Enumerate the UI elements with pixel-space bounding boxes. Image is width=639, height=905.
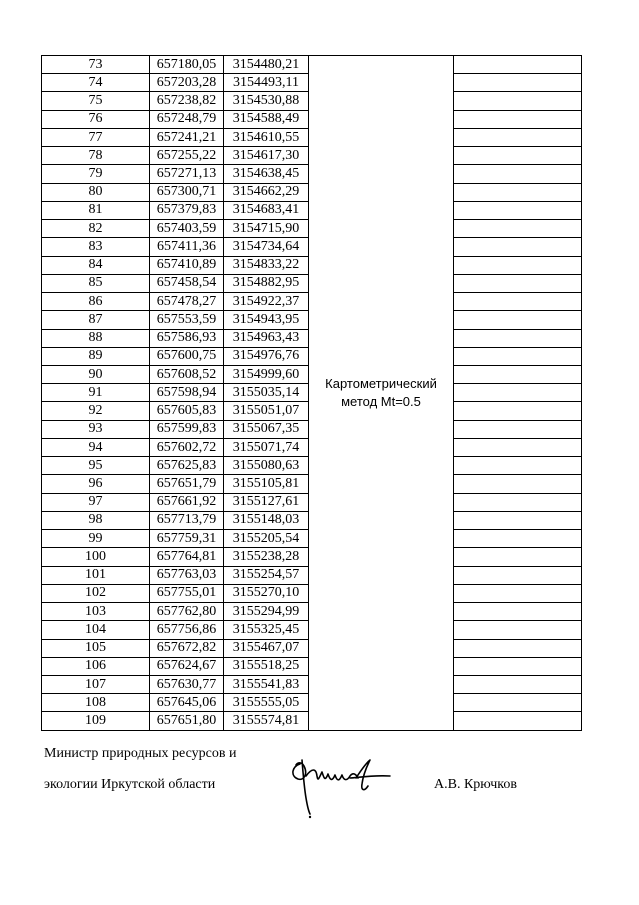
y-coordinate-cell: 3155071,74 [224, 438, 309, 456]
y-coordinate-cell: 3154480,21 [224, 56, 309, 74]
point-number-cell: 84 [42, 256, 150, 274]
x-coordinate-cell: 657602,72 [150, 438, 224, 456]
y-coordinate-cell: 3155080,63 [224, 457, 309, 475]
point-number-cell: 81 [42, 201, 150, 219]
y-coordinate-cell: 3154662,29 [224, 183, 309, 201]
empty-cell [454, 365, 582, 383]
x-coordinate-cell: 657672,82 [150, 639, 224, 657]
point-number-cell: 101 [42, 566, 150, 584]
x-coordinate-cell: 657651,79 [150, 475, 224, 493]
point-number-cell: 91 [42, 384, 150, 402]
x-coordinate-cell: 657379,83 [150, 201, 224, 219]
empty-cell [454, 201, 582, 219]
y-coordinate-cell: 3155325,45 [224, 621, 309, 639]
point-number-cell: 109 [42, 712, 150, 730]
y-coordinate-cell: 3155127,61 [224, 493, 309, 511]
x-coordinate-cell: 657625,83 [150, 457, 224, 475]
signatory-title-line-2: экологии Иркутской области [44, 777, 216, 792]
point-number-cell: 98 [42, 511, 150, 529]
y-coordinate-cell: 3155541,83 [224, 675, 309, 693]
x-coordinate-cell: 657759,31 [150, 530, 224, 548]
point-number-cell: 103 [42, 603, 150, 621]
empty-cell [454, 457, 582, 475]
y-coordinate-cell: 3154617,30 [224, 147, 309, 165]
point-number-cell: 107 [42, 675, 150, 693]
empty-cell [454, 347, 582, 365]
y-coordinate-cell: 3154833,22 [224, 256, 309, 274]
x-coordinate-cell: 657586,93 [150, 329, 224, 347]
x-coordinate-cell: 657180,05 [150, 56, 224, 74]
y-coordinate-cell: 3154638,45 [224, 165, 309, 183]
x-coordinate-cell: 657410,89 [150, 256, 224, 274]
x-coordinate-cell: 657203,28 [150, 74, 224, 92]
point-number-cell: 88 [42, 329, 150, 347]
y-coordinate-cell: 3154683,41 [224, 201, 309, 219]
point-number-cell: 86 [42, 293, 150, 311]
x-coordinate-cell: 657763,03 [150, 566, 224, 584]
empty-cell [454, 311, 582, 329]
empty-cell [454, 293, 582, 311]
empty-cell [454, 694, 582, 712]
y-coordinate-cell: 3154922,37 [224, 293, 309, 311]
x-coordinate-cell: 657238,82 [150, 92, 224, 110]
x-coordinate-cell: 657248,79 [150, 110, 224, 128]
x-coordinate-cell: 657755,01 [150, 584, 224, 602]
point-number-cell: 96 [42, 475, 150, 493]
empty-cell [454, 402, 582, 420]
point-number-cell: 93 [42, 420, 150, 438]
y-coordinate-cell: 3154963,43 [224, 329, 309, 347]
x-coordinate-cell: 657713,79 [150, 511, 224, 529]
empty-cell [454, 657, 582, 675]
x-coordinate-cell: 657599,83 [150, 420, 224, 438]
empty-cell [454, 74, 582, 92]
point-number-cell: 108 [42, 694, 150, 712]
x-coordinate-cell: 657605,83 [150, 402, 224, 420]
x-coordinate-cell: 657630,77 [150, 675, 224, 693]
x-coordinate-cell: 657553,59 [150, 311, 224, 329]
empty-cell [454, 493, 582, 511]
y-coordinate-cell: 3154715,90 [224, 220, 309, 238]
y-coordinate-cell: 3154530,88 [224, 92, 309, 110]
y-coordinate-cell: 3154976,76 [224, 347, 309, 365]
empty-cell [454, 475, 582, 493]
empty-cell [454, 128, 582, 146]
point-number-cell: 76 [42, 110, 150, 128]
point-number-cell: 99 [42, 530, 150, 548]
y-coordinate-cell: 3155205,54 [224, 530, 309, 548]
x-coordinate-cell: 657255,22 [150, 147, 224, 165]
point-number-cell: 102 [42, 584, 150, 602]
y-coordinate-cell: 3155254,57 [224, 566, 309, 584]
y-coordinate-cell: 3155555,05 [224, 694, 309, 712]
point-number-cell: 73 [42, 56, 150, 74]
handwritten-signature [286, 754, 396, 820]
empty-cell [454, 110, 582, 128]
y-coordinate-cell: 3155067,35 [224, 420, 309, 438]
empty-cell [454, 56, 582, 74]
empty-cell [454, 274, 582, 292]
y-coordinate-cell: 3154610,55 [224, 128, 309, 146]
x-coordinate-cell: 657598,94 [150, 384, 224, 402]
y-coordinate-cell: 3154493,11 [224, 74, 309, 92]
y-coordinate-cell: 3155270,10 [224, 584, 309, 602]
coordinates-table [41, 55, 582, 731]
y-coordinate-cell: 3155035,14 [224, 384, 309, 402]
point-number-cell: 78 [42, 147, 150, 165]
empty-cell [454, 220, 582, 238]
empty-cell [454, 256, 582, 274]
x-coordinate-cell: 657661,92 [150, 493, 224, 511]
point-number-cell: 89 [42, 347, 150, 365]
x-coordinate-cell: 657271,13 [150, 165, 224, 183]
empty-cell [454, 438, 582, 456]
empty-cell [454, 329, 582, 347]
empty-cell [454, 584, 582, 602]
y-coordinate-cell: 3154999,60 [224, 365, 309, 383]
y-coordinate-cell: 3154734,64 [224, 238, 309, 256]
point-number-cell: 105 [42, 639, 150, 657]
x-coordinate-cell: 657651,80 [150, 712, 224, 730]
point-number-cell: 87 [42, 311, 150, 329]
x-coordinate-cell: 657756,86 [150, 621, 224, 639]
point-number-cell: 82 [42, 220, 150, 238]
signer-name: А.В. Крючков [434, 777, 517, 792]
empty-cell [454, 92, 582, 110]
y-coordinate-cell: 3155238,28 [224, 548, 309, 566]
empty-cell [454, 621, 582, 639]
point-number-cell: 92 [42, 402, 150, 420]
x-coordinate-cell: 657624,67 [150, 657, 224, 675]
empty-cell [454, 675, 582, 693]
x-coordinate-cell: 657600,75 [150, 347, 224, 365]
empty-cell [454, 566, 582, 584]
x-coordinate-cell: 657645,06 [150, 694, 224, 712]
x-coordinate-cell: 657300,71 [150, 183, 224, 201]
empty-cell [454, 603, 582, 621]
x-coordinate-cell: 657478,27 [150, 293, 224, 311]
x-coordinate-cell: 657241,21 [150, 128, 224, 146]
x-coordinate-cell: 657762,80 [150, 603, 224, 621]
point-number-cell: 95 [42, 457, 150, 475]
point-number-cell: 79 [42, 165, 150, 183]
point-number-cell: 90 [42, 365, 150, 383]
empty-cell [454, 639, 582, 657]
x-coordinate-cell: 657403,59 [150, 220, 224, 238]
y-coordinate-cell: 3155105,81 [224, 475, 309, 493]
method-cell: Картометрический метод Mt=0.5 [309, 56, 454, 731]
empty-cell [454, 511, 582, 529]
point-number-cell: 100 [42, 548, 150, 566]
signatory-title-line-1: Министр природных ресурсов и [44, 746, 237, 761]
empty-cell [454, 530, 582, 548]
empty-cell [454, 420, 582, 438]
coordinates-table-body [42, 56, 582, 731]
y-coordinate-cell: 3154588,49 [224, 110, 309, 128]
point-number-cell: 97 [42, 493, 150, 511]
point-number-cell: 85 [42, 274, 150, 292]
x-coordinate-cell: 657411,36 [150, 238, 224, 256]
y-coordinate-cell: 3155574,81 [224, 712, 309, 730]
point-number-cell: 77 [42, 128, 150, 146]
point-number-cell: 94 [42, 438, 150, 456]
point-number-cell: 106 [42, 657, 150, 675]
empty-cell [454, 548, 582, 566]
point-number-cell: 80 [42, 183, 150, 201]
empty-cell [454, 712, 582, 730]
y-coordinate-cell: 3155467,07 [224, 639, 309, 657]
y-coordinate-cell: 3154943,95 [224, 311, 309, 329]
empty-cell [454, 147, 582, 165]
y-coordinate-cell: 3155051,07 [224, 402, 309, 420]
y-coordinate-cell: 3155294,99 [224, 603, 309, 621]
x-coordinate-cell: 657458,54 [150, 274, 224, 292]
empty-cell [454, 183, 582, 201]
point-number-cell: 74 [42, 74, 150, 92]
empty-cell [454, 238, 582, 256]
table-row [42, 56, 582, 74]
empty-cell [454, 165, 582, 183]
x-coordinate-cell: 657608,52 [150, 365, 224, 383]
point-number-cell: 104 [42, 621, 150, 639]
point-number-cell: 83 [42, 238, 150, 256]
y-coordinate-cell: 3155518,25 [224, 657, 309, 675]
y-coordinate-cell: 3155148,03 [224, 511, 309, 529]
point-number-cell: 75 [42, 92, 150, 110]
empty-cell [454, 384, 582, 402]
y-coordinate-cell: 3154882,95 [224, 274, 309, 292]
x-coordinate-cell: 657764,81 [150, 548, 224, 566]
